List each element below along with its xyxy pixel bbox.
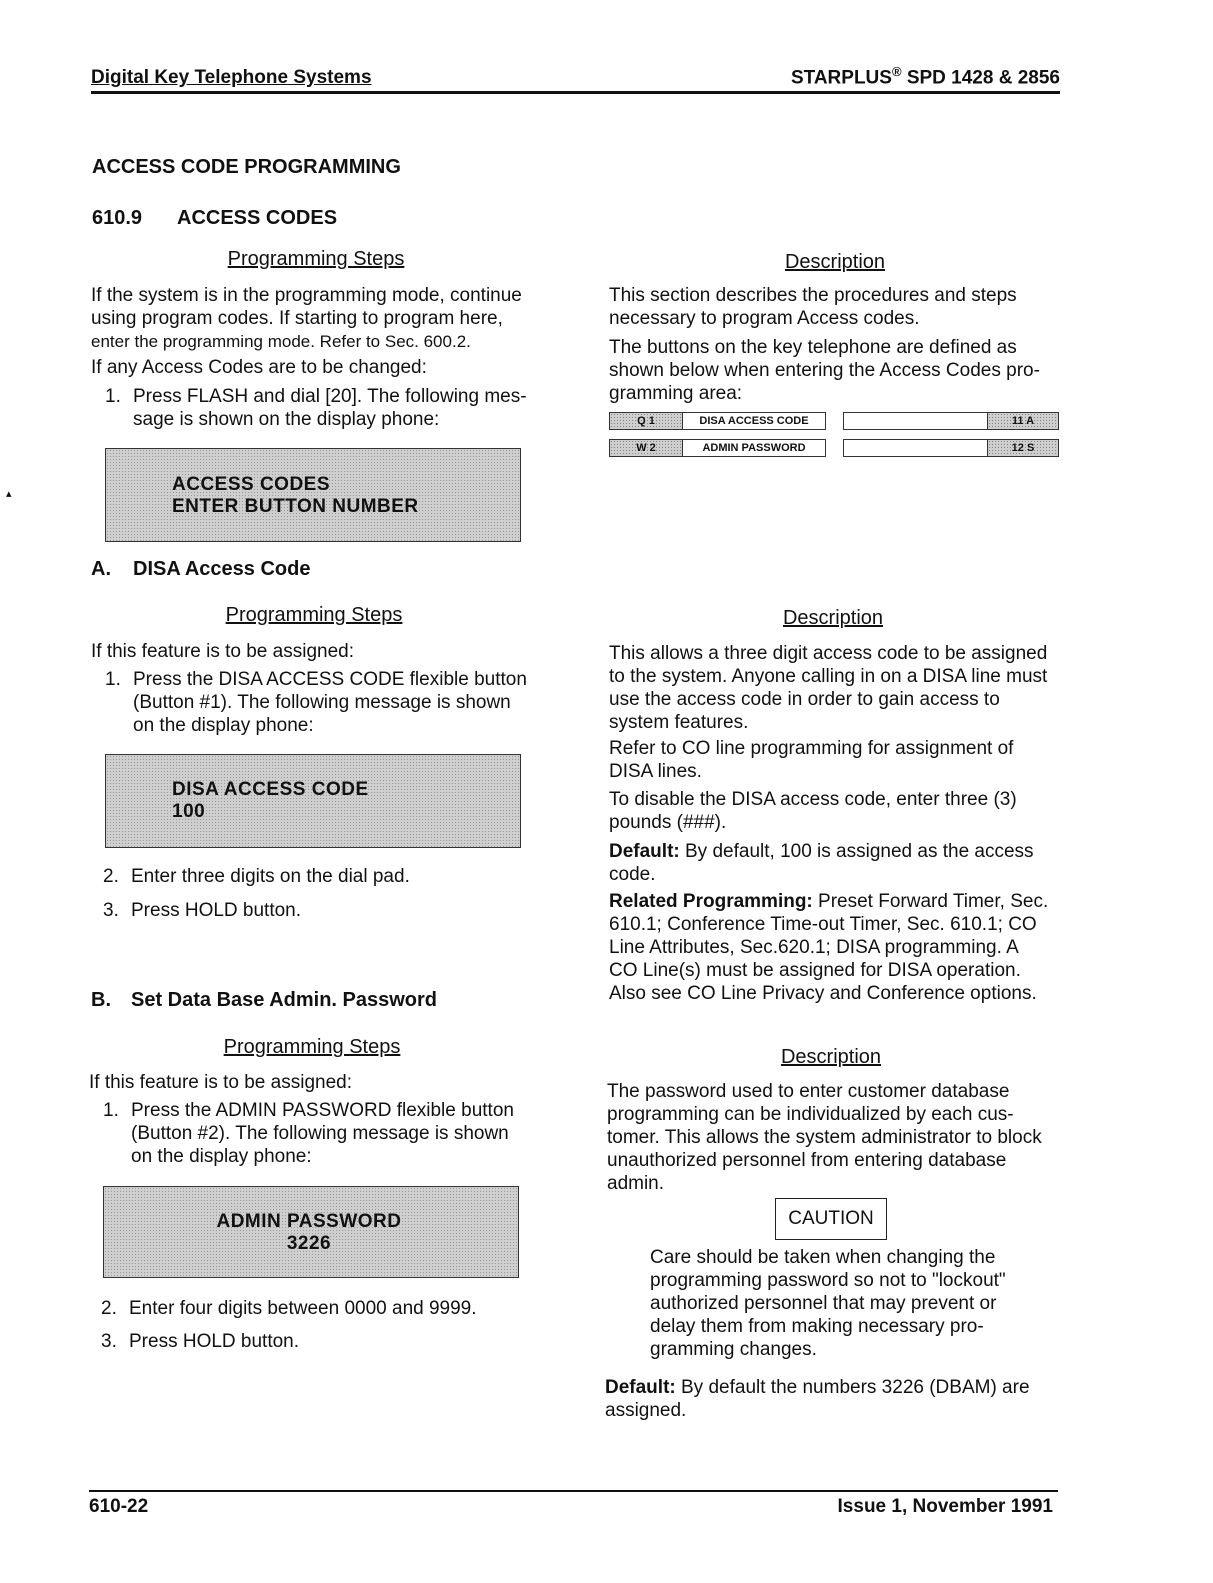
section-a-step-2	[103, 865, 410, 888]
caution-line-4: delay them from making necessary pro-	[650, 1316, 984, 1337]
footer-issue: Issue 1, November 1991	[837, 1496, 1053, 1517]
intro-display-line-2: ENTER BUTTON NUMBER	[172, 496, 419, 517]
section-a-heading	[91, 558, 311, 581]
intro-steps-line-3: enter the programming mode. Refer to Sec. 600.2.	[91, 332, 471, 351]
section-a-step-1	[105, 668, 527, 737]
section-a-desc-p2	[609, 737, 1013, 783]
header-brand: STARPLUS	[790, 67, 892, 89]
section-b-default-label: Default:	[605, 1377, 676, 1398]
section-b-desc-p1-line-2: programming can be individualized by each cus-	[607, 1104, 1014, 1125]
intro-condition: If any Access Codes are to be changed:	[91, 357, 427, 378]
section-b-desc-p1-line-1: The password used to enter customer database	[607, 1081, 1010, 1102]
section-b-step-3-text: Press HOLD button.	[129, 1331, 300, 1352]
section-a-step-2-text: Enter three digits on the dial pad.	[131, 866, 410, 887]
section-a-desc-p1-line-3: use the access code in order to gain access to	[609, 689, 1000, 710]
section-b-desc-p1-line-3: tomer. This allows the system administrator to block	[607, 1127, 1042, 1148]
section-a-step-1-line-3: on the display phone:	[133, 715, 314, 736]
section-b-desc-p1-line-5: admin.	[607, 1173, 665, 1194]
section-b-steps-heading: Programming Steps	[223, 1036, 401, 1058]
section-a-desc-p3-line-2: pounds (###).	[609, 812, 727, 833]
section-b-step-2-text: Enter four digits between 0000 and 9999.	[129, 1298, 477, 1319]
section-a-related-line-5: Also see CO Line Privacy and Conference options.	[609, 983, 1037, 1004]
button-map-key-1: Q 1	[609, 412, 683, 430]
caution-line-2: programming password so not to "lockout"	[650, 1270, 1006, 1291]
section-a-related-line-1: Preset Forward Timer, Sec.	[812, 891, 1049, 912]
caution-text	[650, 1246, 1006, 1361]
section-b-desc-heading: Description	[780, 1046, 882, 1068]
button-map-row-1	[609, 412, 826, 430]
button-map-blank-2	[843, 439, 988, 457]
button-map-right-key-2: 12 S	[988, 439, 1059, 457]
intro-desc-p1	[609, 284, 1017, 330]
section-a-related-label: Related Programming:	[609, 891, 813, 912]
section-b-step-1	[103, 1099, 514, 1168]
intro-desc-p1-line-2: necessary to program Access codes.	[609, 308, 920, 329]
section-b-letter: B.	[91, 989, 111, 1011]
section-a-desc-p2-line-1: Refer to CO line programming for assignment of	[609, 738, 1014, 759]
intro-desc-p2-line-3: gramming area:	[609, 383, 743, 404]
button-map-blank-1	[843, 412, 988, 430]
footer-rule	[89, 1490, 1058, 1492]
intro-display-line-1: ACCESS CODES	[172, 474, 331, 495]
intro-step-1-line-1: Press FLASH and dial [20]. The following mes-	[133, 386, 527, 407]
section-b-step-1-line-1: Press the ADMIN PASSWORD flexible button	[131, 1100, 514, 1121]
section-a-related-line-3: Line Attributes, Sec.620.1; DISA programming. A	[609, 937, 1019, 958]
caution-line-3: authorized personnel that may prevent or	[650, 1293, 997, 1314]
button-map-label-1: DISA ACCESS CODE	[683, 412, 826, 430]
section-a-desc-p2-line-2: DISA lines.	[609, 761, 702, 782]
intro-display-panel	[105, 448, 521, 542]
section-b-heading	[91, 989, 438, 1012]
section-a-condition: If this feature is to be assigned:	[91, 641, 354, 662]
intro-step-1-number: 1.	[105, 386, 121, 407]
caution-box: CAUTION	[775, 1198, 887, 1240]
section-b-display-line-2: 3226	[286, 1233, 332, 1254]
subsection-number: 610.9	[92, 207, 143, 229]
section-a-display-line-2: 100	[172, 801, 206, 822]
intro-step-1-line-2: sage is shown on the display phone:	[133, 409, 440, 430]
button-map-row-2-right	[843, 439, 1059, 457]
section-a-related	[609, 890, 1048, 1005]
section-a-step-1-line-1: Press the DISA ACCESS CODE flexible button	[133, 669, 527, 690]
button-map-row-2	[609, 439, 826, 457]
section-b-step-3-number: 3.	[101, 1331, 117, 1352]
section-a-desc-p1-line-2: to the system. Anyone calling in on a DISA line must	[609, 666, 1048, 687]
button-map-row-1-right	[843, 412, 1059, 430]
section-a-desc-p1-line-4: system features.	[609, 712, 749, 733]
button-map-right-key-1: 11 A	[988, 412, 1059, 430]
section-b-step-1-line-3: on the display phone:	[131, 1146, 312, 1167]
header-rule	[91, 91, 1060, 94]
section-a-default-line-2: code.	[609, 864, 656, 885]
section-b-step-1-line-2: (Button #2). The following message is shown	[131, 1123, 509, 1144]
section-a-default-line-1: By default, 100 is assigned as the access	[679, 841, 1034, 862]
intro-desc-heading: Description	[784, 251, 886, 273]
section-b-step-2	[101, 1297, 477, 1320]
section-b-display-panel	[103, 1186, 519, 1278]
button-map-key-2: W 2	[609, 439, 683, 457]
intro-desc-p1-line-1: This section describes the procedures and steps	[609, 285, 1017, 306]
caution-line-1: Care should be taken when changing the	[650, 1247, 996, 1268]
button-map-label-2: ADMIN PASSWORD	[683, 439, 826, 457]
section-b-step-1-number: 1.	[103, 1100, 119, 1121]
section-a-step-3	[103, 899, 301, 922]
section-a-desc-p3-line-1: To disable the DISA access code, enter three (3)	[609, 789, 1017, 810]
section-b-condition: If this feature is to be assigned:	[89, 1072, 352, 1093]
header-registered-mark: ®	[891, 64, 902, 79]
subsection-title: ACCESS CODES	[177, 207, 338, 229]
header-model: SPD 1428 & 2856	[906, 67, 1060, 89]
intro-step-1	[105, 385, 527, 431]
section-b-desc-p1	[607, 1080, 1042, 1195]
section-title: ACCESS CODE PROGRAMMING	[92, 156, 401, 178]
section-a-desc-p1-line-1: This allows a three digit access code to be assigned	[609, 643, 1048, 664]
section-a-display-line-1: DISA ACCESS CODE	[172, 779, 369, 800]
intro-desc-p2-line-2: shown below when entering the Access Codes pro-	[609, 360, 1040, 381]
section-a-title: DISA Access Code	[133, 558, 311, 580]
section-a-default-label: Default:	[609, 841, 680, 862]
section-a-default	[609, 840, 1034, 886]
section-a-step-1-number: 1.	[105, 669, 121, 690]
caution-line-5: gramming changes.	[650, 1339, 817, 1360]
section-a-steps-heading: Programming Steps	[225, 604, 403, 626]
section-b-default	[605, 1376, 1030, 1422]
section-b-step-3	[101, 1330, 299, 1353]
intro-desc-p2-line-1: The buttons on the key telephone are defined as	[609, 337, 1017, 358]
footer-page-number: 610-22	[89, 1496, 149, 1517]
section-a-step-3-number: 3.	[103, 900, 119, 921]
intro-steps-line-2: using program codes. If starting to program here,	[91, 308, 503, 329]
section-a-step-3-text: Press HOLD button.	[131, 900, 302, 921]
section-a-related-line-2: 610.1; Conference Time-out Timer, Sec. 610.1; CO	[609, 914, 1037, 935]
header-right-title	[791, 64, 1060, 89]
section-a-desc-heading: Description	[782, 607, 884, 629]
section-a-display-panel	[105, 754, 521, 848]
intro-steps-text	[91, 284, 522, 353]
section-a-desc-p1	[609, 642, 1047, 734]
intro-steps-line-1: If the system is in the programming mode, continue	[91, 285, 522, 306]
section-b-default-line-1: By default the numbers 3226 (DBAM) are	[675, 1377, 1030, 1398]
section-a-desc-p3	[609, 788, 1017, 834]
section-a-letter: A.	[91, 558, 111, 580]
section-b-title: Set Data Base Admin. Password	[131, 989, 438, 1011]
section-a-step-1-line-2: (Button #1). The following message is shown	[133, 692, 511, 713]
section-b-step-2-number: 2.	[101, 1298, 117, 1319]
section-b-display-line-1: ADMIN PASSWORD	[216, 1211, 402, 1232]
section-a-step-2-number: 2.	[103, 866, 119, 887]
section-b-default-line-2: assigned.	[605, 1400, 687, 1421]
margin-mark-icon: ▴	[6, 488, 12, 500]
subsection-heading	[92, 207, 338, 230]
section-b-desc-p1-line-4: unauthorized personnel from entering database	[607, 1150, 1007, 1171]
intro-steps-heading: Programming Steps	[227, 248, 405, 270]
intro-desc-p2	[609, 336, 1040, 405]
section-a-related-line-4: CO Line(s) must be assigned for DISA operation.	[609, 960, 1021, 981]
header-left-title: Digital Key Telephone Systems	[91, 67, 372, 88]
